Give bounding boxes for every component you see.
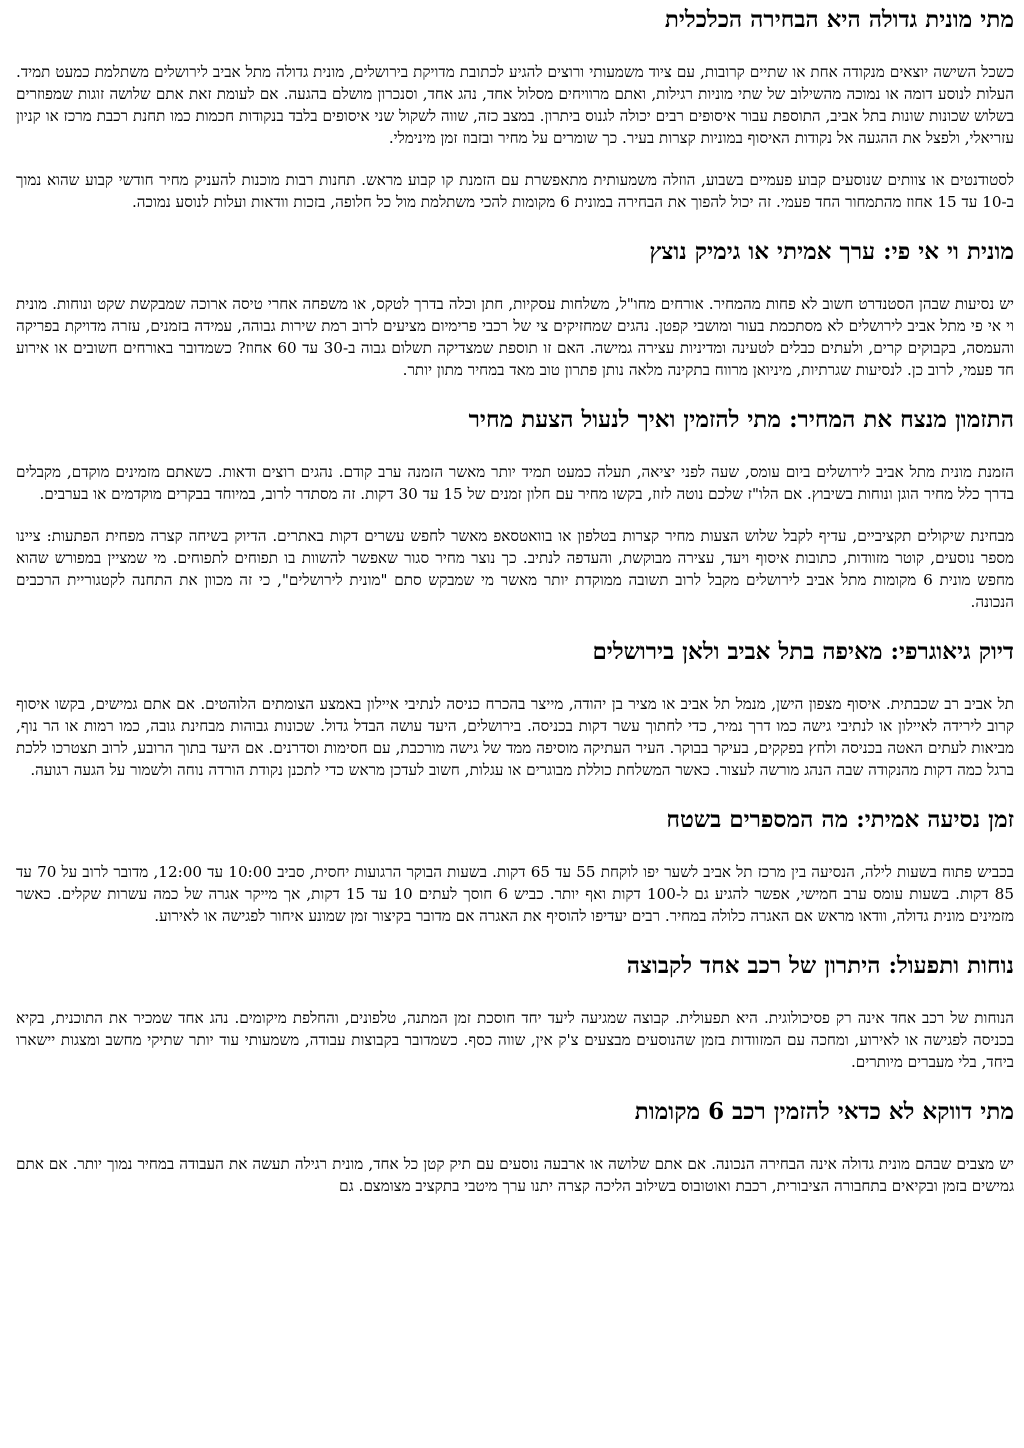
section-heading: התזמון מנצח את המחיר: מתי להזמין ואיך לנעול הצעת מחיר (468, 406, 1014, 433)
section-paragraph: יש מצבים שבהם מונית גדולה אינה הבחירה הנכונה. אם אתם שלושה או ארבעה נוסעים עם תיק קטן כל אחד, מונית רגילה תעשה את העבודה במחיר נמוך יותר. אם אתם גמישים בזמן ובקיאים בתחבורה הציבורית, רכבת ואוטובוס בשילוב הליכה קצרה יתנו ערך מיטבי בתקציב מצומצם. גם (16, 1155, 1014, 1195)
section-heading: דיוק גיאוגרפי: מאיפה בתל אביב ולאן בירושלים (592, 638, 1014, 665)
section-paragraph: הזמנת מונית מתל אביב לירושלים ביום עומס, שעה לפני יציאה, תעלה כמעט תמיד יותר מאשר הזמנה ערב קודם. נהגים רוצים ודאות. כשאתם מזמינים מוקדם, מקבלים בדרך כלל מחיר הוגן ונוחות בשיבוץ. אם הלו"ז שלכם נוטה לזוז, בקשו מחיר עם חלון זמנים של 15 עד 30 דקות. זה מסתדר לרוב, במיוחד בבקרים מוקדמים או בערבים. (16, 463, 1014, 503)
section-heading: נוחות ותפעול: היתרון של רכב אחד לקבוצה (626, 952, 1014, 979)
section-paragraph: תל אביב רב שכבתית. איסוף מצפון הישן, מנמל תל אביב או מציר בן יהודה, מייצר בהכרח כניסה לנתיבי איילון באמצע הצומתים הלוהטים. אם אתם גמישים, בקשו איסוף קרוב לירידה לאיילון או לנתיבי גישה כמו דרך נמיר, כדי לחתוך עשר דקות בכניסה. בירושלים, היעד עושה הבדל גדול. שכונות גבוהות מבחינת גובה, כמו רמות או הר נוף, מביאות לעתים האטה בכניסה ולחץ בפקקים, בעיקר בבוקר. העיר העתיקה מוסיפה ממד של גישה מורכבת, עם חסימות וסדרנים. אם היעד בתוך הרובע, לרוב תצטרכו ללכת ברגל כמה דקות מהנקודה שבה הנהג מורשה לעצור. כאשר המשלחת כוללת מבוגרים או עגלות, חשוב לעדכן מראש כדי לתכנן נקודת הורדה נוחה ולשמור על הגעה רגועה. (16, 695, 1014, 779)
section-heading: מתי מונית גדולה היא הבחירה הכלכלית (664, 6, 1014, 33)
section-timing (16, 406, 1014, 613)
section-paragraph: כשכל השישה יוצאים מנקודה אחת או שתיים קרובות, עם ציוד משמעותי ורוצים להגיע לכתובת מדויקת בירושלים, מונית גדולה מתל אביב לירושלים משתלמת כמעט תמיד. העלות לנוסע דומה או נמוכה מהשילוב של שתי מוניות רגילות, ואתם מרוויחים מסלול אחד, נהג אחד, וסנכרון מושלם בהגעה. אם לעומת זאת אתם שלושה זוגות שמפוזרים בשלוש שכונות שונות בתל אביב, התוספת עבור איסופים רבים יכולה לגנוס ביתרון. במצב כזה, שווה לשקול שני איסופים בלבד בנקודות חכמות כמו תחנת רכבת מרכז או קניון עזריאלי, ולפצל את ההגעה אל נקודות האיסוף במוניות קצרות בעיר. כך שומרים על מחיר ובזבוז זמן מינימלי. (16, 63, 1014, 147)
section-paragraph: מבחינת שיקולים תקציביים, עדיף לקבל שלוש הצעות מחיר קצרות בטלפון או בוואטסאפ מאשר לחפש עשרים דקות באתרים. הדיוק בשיחה קצרה מפחית הפתעות: ציינו מספר נוסעים, קוטר מזוודות, כתובות איסוף ויעד, עצירה מבוקשת, והעדפה לנתיב. כך נוצר מחיר סגור שאפשר להשוות בו תפוחים לתפוחים. מי שמציין במפורש שהוא מחפש מונית 6 מקומות מתל אביב לירושלים מקבל לרוב תשובה ממוקדת יותר מאשר מי שמבקש סתם "מונית לירושלים", כי זה מכוון את התחנה לקטגוריית הרכבים הנכונה. (16, 527, 1015, 611)
section-heading: מתי דווקא לא כדאי להזמין רכב 6 מקומות (634, 1098, 1014, 1125)
section-travel-time (16, 806, 1014, 927)
section-when-not-to-book (16, 1098, 1014, 1197)
section-large-taxi-economics (16, 0, 1014, 213)
section-convenience (16, 952, 1014, 1073)
section-paragraph: יש נסיעות שבהן הסטנדרט חשוב לא פחות מהמחיר. אורחים מחו"ל, משלחות עסקיות, חתן וכלה בדרך לטקס, או משפחה אחרי טיסה ארוכה שמבקשת שקט ונוחות. מונית וי אי פי מתל אביב לירושלים לא מסתכמת בעור ומושבי קפטן. נהגים שמחזיקים צי של רכבי פרימיום מציעים לרוב רמת שירות גבוהה, עמידה בזמנים, עזרה מדויקת בפריקה והעמסה, בקבוקים קרים, ולעתים כבלים לטעינה ומדיניות עצירה גמישה. האם זו תוספת שמצדיקה תשלום גבוה ב-30 עד 60 אחוז? כשמדובר באורחים חשובים או אירוע חד פעמי, לרוב כן. לנסיעות שגרתיות, מיניואן מרווח בתקינה מלאה נותן פתרון טוב מאד במחיר מתון יותר. (16, 295, 1014, 379)
section-heading: מונית וי אי פי: ערך אמיתי או גימיק נוצץ (649, 238, 1014, 265)
section-paragraph: בכביש פתוח בשעות לילה, הנסיעה בין מרכז תל אביב לשער יפו לוקחת 55 עד 65 דקות. בשעות הבוקר הרגועות יחסית, סביב 10:00 עד 12:00, מדובר לרוב על 70 עד 85 דקות. בשעות עומס ערב חמישי, אפשר להגיע גם ל-100 דקות ואף יותר. כביש 6 חוסך לעתים 10 עד 15 דקות, אך מייקר אגרה של כמה עשרות שקלים. כאשר מזמינים מונית גדולה, וודאו מראש אם האגרה כלולה במחיר. רבים יעדיפו להוסיף את האגרה אם מדובר בקיצור זמן שמונע איחור לפגישה או לאירוע. (16, 863, 1014, 925)
section-paragraph: לסטודנטים או צוותים שנוסעים קבוע פעמיים בשבוע, הוזלה משמעותית מתאפשרת עם הזמנת קו קבוע מראש. תחנות רבות מוכנות להעניק מחיר חודשי קבוע שהוא נמוך ב-10 עד 15 אחוז מהתמחור החד פעמי. זה יכול להפוך את הבחירה במונית 6 מקומות להכי משתלמת מול כל חלופה, בזכות וודאות ועלות לנוסע נמוכה. (16, 171, 1014, 211)
section-vip-taxi (16, 238, 1014, 381)
section-paragraph: הנוחות של רכב אחד אינה רק פסיכולוגית. היא תפעולית. קבוצה שמגיעה ליעד יחד חוסכת זמן המתנה, טלפונים, והחלפת מיקומים. נהג אחד שמכיר את התוכנית, בקיא בכניסה לפגישה או לאירוע, ומחכה עם המזוודות בזמן שהנוסעים מבצעים צ'ק אין, שווה כסף. כשמדובר בקבוצות עבודה, משמעותי עוד יותר שתיקי מחשב ומצגות יישארו ביחד, בלי מעברים מיותרים. (16, 1009, 1014, 1071)
section-geography (16, 638, 1014, 781)
section-heading: זמן נסיעה אמיתי: מה המספרים בשטח (666, 806, 1014, 833)
